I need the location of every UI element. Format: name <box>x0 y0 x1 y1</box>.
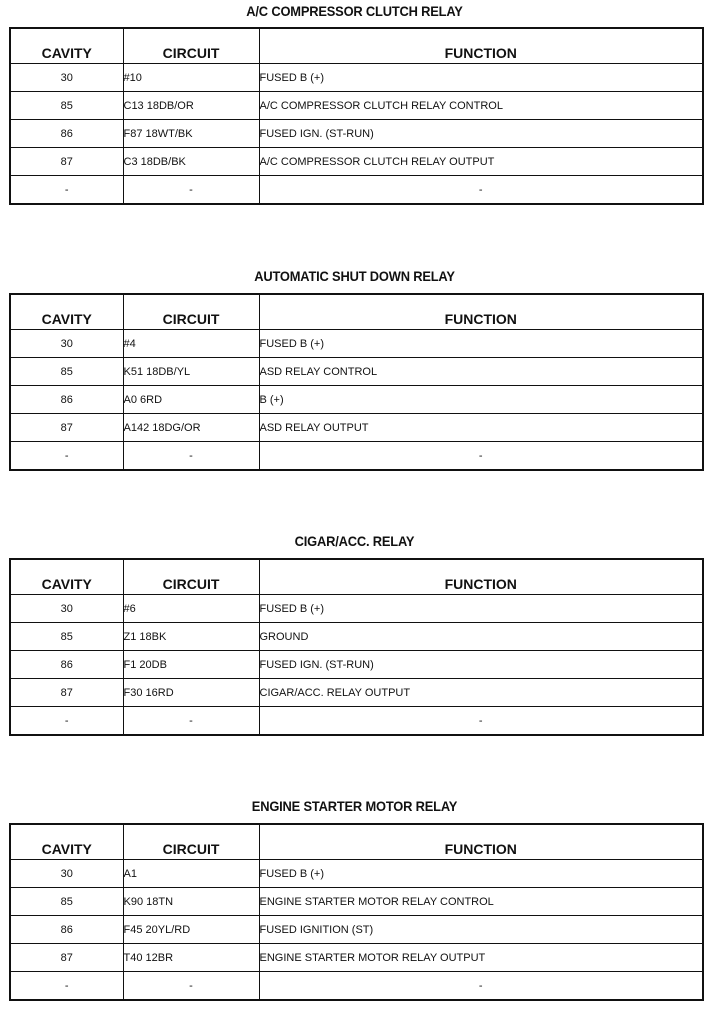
circuit-cell: F1 20DB <box>123 651 259 679</box>
function-cell: B (+) <box>259 386 703 414</box>
function-cell: GROUND <box>259 623 703 651</box>
table-row <box>10 860 703 888</box>
pinout-table <box>9 293 704 471</box>
function-cell: - <box>259 972 703 1001</box>
table-row <box>10 679 703 707</box>
cavity-cell: 87 <box>10 944 123 972</box>
cavity-cell: - <box>10 707 123 736</box>
table-row <box>10 888 703 916</box>
circuit-cell: - <box>123 972 259 1001</box>
header-row <box>10 28 703 64</box>
table-row <box>10 92 703 120</box>
function-header: FUNCTION <box>259 559 703 595</box>
cavity-header: CAVITY <box>10 28 123 64</box>
cavity-cell: 87 <box>10 414 123 442</box>
cavity-header: CAVITY <box>10 294 123 330</box>
table-row <box>10 330 703 358</box>
circuit-cell: K90 18TN <box>123 888 259 916</box>
table-row <box>10 916 703 944</box>
pinout-table <box>9 558 704 736</box>
function-cell: FUSED IGN. (ST-RUN) <box>259 651 703 679</box>
table-row <box>10 651 703 679</box>
circuit-header: CIRCUIT <box>123 294 259 330</box>
circuit-header: CIRCUIT <box>123 559 259 595</box>
table-row <box>10 944 703 972</box>
circuit-cell: A1 <box>123 860 259 888</box>
circuit-cell: A142 18DG/OR <box>123 414 259 442</box>
cavity-cell: 30 <box>10 64 123 92</box>
function-cell: A/C COMPRESSOR CLUTCH RELAY CONTROL <box>259 92 703 120</box>
circuit-cell: #6 <box>123 595 259 623</box>
function-header: FUNCTION <box>259 28 703 64</box>
header-row <box>10 559 703 595</box>
cavity-cell: - <box>10 442 123 471</box>
function-cell: ASD RELAY CONTROL <box>259 358 703 386</box>
section-title: CIGAR/ACC. RELAY <box>294 533 415 549</box>
cavity-cell: 85 <box>10 888 123 916</box>
circuit-cell: #10 <box>123 64 259 92</box>
function-cell: CIGAR/ACC. RELAY OUTPUT <box>259 679 703 707</box>
cavity-cell: 87 <box>10 148 123 176</box>
cavity-cell: 30 <box>10 860 123 888</box>
table-row <box>10 176 703 205</box>
header-row <box>10 294 703 330</box>
table-row <box>10 707 703 736</box>
table-row <box>10 120 703 148</box>
cavity-header: CAVITY <box>10 824 123 860</box>
function-cell: FUSED B (+) <box>259 330 703 358</box>
table-row <box>10 148 703 176</box>
circuit-cell: T40 12BR <box>123 944 259 972</box>
pinout-table <box>9 823 704 1001</box>
section-title: A/C COMPRESSOR CLUTCH RELAY <box>246 3 463 19</box>
cavity-cell: 86 <box>10 651 123 679</box>
circuit-cell: #4 <box>123 330 259 358</box>
cavity-header: CAVITY <box>10 559 123 595</box>
function-cell: ENGINE STARTER MOTOR RELAY CONTROL <box>259 888 703 916</box>
function-header: FUNCTION <box>259 294 703 330</box>
function-cell: FUSED B (+) <box>259 595 703 623</box>
header-row <box>10 824 703 860</box>
circuit-cell: F87 18WT/BK <box>123 120 259 148</box>
table-row <box>10 386 703 414</box>
table-row <box>10 358 703 386</box>
function-cell: ASD RELAY OUTPUT <box>259 414 703 442</box>
circuit-cell: - <box>123 442 259 471</box>
section-title: ENGINE STARTER MOTOR RELAY <box>251 798 458 814</box>
function-cell: - <box>259 707 703 736</box>
cavity-cell: 30 <box>10 330 123 358</box>
function-cell: FUSED B (+) <box>259 860 703 888</box>
function-cell: A/C COMPRESSOR CLUTCH RELAY OUTPUT <box>259 148 703 176</box>
function-header: FUNCTION <box>259 824 703 860</box>
cavity-cell: 85 <box>10 92 123 120</box>
cavity-cell: 86 <box>10 120 123 148</box>
table-row <box>10 64 703 92</box>
circuit-cell: A0 6RD <box>123 386 259 414</box>
circuit-cell: C3 18DB/BK <box>123 148 259 176</box>
cavity-cell: - <box>10 972 123 1001</box>
cavity-cell: 85 <box>10 623 123 651</box>
circuit-header: CIRCUIT <box>123 824 259 860</box>
function-cell: FUSED IGN. (ST-RUN) <box>259 120 703 148</box>
circuit-cell: C13 18DB/OR <box>123 92 259 120</box>
circuit-cell: F30 16RD <box>123 679 259 707</box>
function-cell: - <box>259 442 703 471</box>
circuit-cell: F45 20YL/RD <box>123 916 259 944</box>
table-row <box>10 442 703 471</box>
table-row <box>10 595 703 623</box>
cavity-cell: 85 <box>10 358 123 386</box>
section-title: AUTOMATIC SHUT DOWN RELAY <box>254 268 455 284</box>
function-cell: FUSED B (+) <box>259 64 703 92</box>
pinout-table <box>9 27 704 205</box>
cavity-cell: 30 <box>10 595 123 623</box>
function-cell: - <box>259 176 703 205</box>
table-row <box>10 972 703 1001</box>
cavity-cell: - <box>10 176 123 205</box>
cavity-cell: 87 <box>10 679 123 707</box>
function-cell: FUSED IGNITION (ST) <box>259 916 703 944</box>
cavity-cell: 86 <box>10 386 123 414</box>
table-row <box>10 414 703 442</box>
table-row <box>10 623 703 651</box>
circuit-cell: - <box>123 707 259 736</box>
circuit-cell: - <box>123 176 259 205</box>
cavity-cell: 86 <box>10 916 123 944</box>
function-cell: ENGINE STARTER MOTOR RELAY OUTPUT <box>259 944 703 972</box>
circuit-header: CIRCUIT <box>123 28 259 64</box>
circuit-cell: K51 18DB/YL <box>123 358 259 386</box>
circuit-cell: Z1 18BK <box>123 623 259 651</box>
